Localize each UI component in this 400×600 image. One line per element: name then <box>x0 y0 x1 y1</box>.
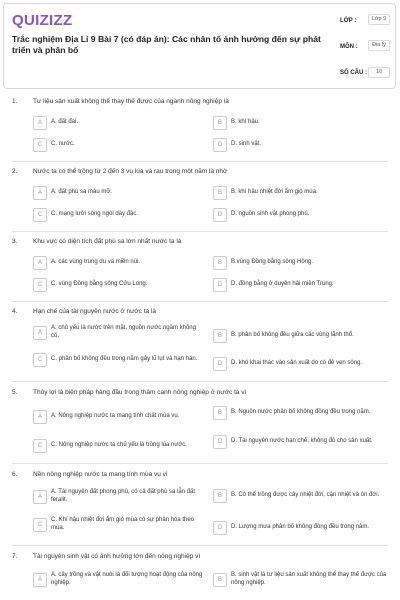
divider <box>12 381 388 382</box>
option-c[interactable] <box>33 138 203 152</box>
question-number: 2. <box>12 168 18 175</box>
option-text: D. nguồn sinh vật phong phú. <box>231 211 310 218</box>
question-number: 4. <box>12 308 18 315</box>
option-text: D. đồng bằng ở duyên hải miền Trung. <box>231 281 334 288</box>
divider <box>12 161 388 162</box>
option-d[interactable] <box>213 521 388 535</box>
option-letter: C <box>33 278 47 292</box>
option-a[interactable] <box>33 325 203 340</box>
option-text: B. Có thể trồng được cây nhiệt đới, cận nhiệt và ôn đới. <box>231 492 380 499</box>
worksheet-header <box>3 3 396 89</box>
option-text: A. các vùng trung du và miền núi. <box>51 259 141 266</box>
option-letter: D <box>213 138 227 152</box>
option-letter: B <box>213 489 227 503</box>
question-number: 6. <box>12 471 18 478</box>
option-c[interactable] <box>33 278 203 292</box>
option-text: C. Khí hậu nhiệt đới ẩm gió mùa có sự phân hóa theo mùa. <box>51 517 195 531</box>
option-d[interactable] <box>213 357 388 371</box>
subject-value: Địa lý <box>368 40 390 51</box>
option-c[interactable] <box>33 439 203 453</box>
option-d[interactable] <box>213 208 388 222</box>
option-d[interactable] <box>213 435 388 449</box>
option-letter: B <box>213 329 227 343</box>
option-a[interactable] <box>33 489 203 504</box>
option-letter: A <box>33 116 47 130</box>
option-b[interactable] <box>213 186 388 200</box>
option-letter: A <box>33 186 47 200</box>
question-text: Tài nguyên sinh vật có ảnh hưởng lớn đến nông nghiệp vì <box>33 553 201 560</box>
option-d[interactable] <box>213 278 388 292</box>
option-text: B. phân bố không đều giữa các vùng lãnh thổ. <box>231 332 354 339</box>
option-b[interactable] <box>213 256 388 270</box>
question-text: Khu vực có diện tích đất phù sa lớn nhất nước ta là <box>33 238 182 245</box>
quizizz-logo: QUIZIZZ <box>12 12 73 29</box>
option-letter: B <box>213 573 227 587</box>
option-c[interactable] <box>33 353 203 367</box>
option-b[interactable] <box>213 116 388 130</box>
question-text: Tư liệu sản xuất không thể thay thế được của ngành nông nghiệp là <box>33 98 229 105</box>
question-count-label: SỐ CÂU : <box>340 70 367 76</box>
option-letter: A <box>33 256 47 270</box>
option-text: B.vùng Đồng bằng sông Hồng. <box>231 259 314 266</box>
option-a[interactable] <box>33 572 203 587</box>
divider <box>12 463 388 464</box>
question-text: Nước ta có thể trồng từ 2 đến 3 vụ lúa và rau trong một năm là nhờ <box>33 168 228 175</box>
option-c[interactable] <box>33 208 203 222</box>
option-letter: D <box>213 521 227 535</box>
option-text: D. sinh vật. <box>231 141 262 148</box>
option-b[interactable] <box>213 572 388 587</box>
option-c[interactable] <box>33 517 203 532</box>
option-letter: D <box>213 435 227 449</box>
option-a[interactable] <box>33 256 203 270</box>
option-a[interactable] <box>33 186 203 200</box>
option-text: D. khó khai thác vào sản xuất do có đê ven sông. <box>231 360 363 367</box>
option-a[interactable] <box>33 116 203 130</box>
option-letter: A <box>33 410 47 424</box>
option-b[interactable] <box>213 489 388 503</box>
option-letter: C <box>33 518 47 532</box>
divider <box>12 231 388 232</box>
question-count-value: 10 <box>368 67 390 78</box>
question-text: Nền nông nghiệp nước ta mang tính mùa vụ vì <box>33 471 168 478</box>
option-text: A. Tài nguyên đất phong phú, có cả đất phù sa lẫn đất feralit. <box>51 489 195 503</box>
option-text: B. sinh vật là tư liệu sản xuất không thể thay thế được của nông nghiệp. <box>231 572 387 586</box>
option-text: A. cây trồng và vật nuôi là đối tượng hoạt động của nông nghiệp. <box>51 572 203 586</box>
option-letter: B <box>213 256 227 270</box>
option-text: B. khí hậu nhiệt đới ẩm gió mùa. <box>231 189 318 196</box>
option-letter: D <box>213 278 227 292</box>
option-text: A. chủ yếu là nước trên mặt, nguồn nước ngầm không có. <box>51 325 196 339</box>
option-text: B. khí hậu. <box>231 119 260 126</box>
subject-label: MÔN : <box>340 44 358 50</box>
question-text: Thủy lợi là biện pháp hàng đầu trong thâm canh nông nghiệp ở nước ta vì <box>33 389 247 396</box>
question-number: 5. <box>12 389 18 396</box>
option-b[interactable] <box>213 329 388 343</box>
worksheet-title: Trắc nghiệm Địa Lí 9 Bài 7 (có đáp án): Các nhân tố ảnh hưởng đến sự phát triển và phân bố <box>12 34 321 55</box>
grade-value: Lớp 9 <box>368 14 390 25</box>
option-d[interactable] <box>213 138 388 152</box>
option-text: D. Tài nguyên nước hạn chế, không đủ cho sản xuất. <box>231 438 373 445</box>
option-letter: A <box>33 326 47 340</box>
option-a[interactable] <box>33 410 203 424</box>
option-text: D. Lượng mưa phân bố không đồng đều trong năm. <box>231 524 370 531</box>
option-text: A. đất đai. <box>51 119 79 126</box>
option-letter: C <box>33 138 47 152</box>
question-number: 1. <box>12 98 18 105</box>
option-letter: C <box>33 353 47 367</box>
divider <box>12 301 388 302</box>
option-text: C. Nông nghiệp nước ta chủ yếu là trồng lúa nước. <box>51 442 187 449</box>
option-b[interactable] <box>213 406 388 420</box>
option-text: A. Nông nghiệp nước ta mang tính chất mùa vụ. <box>51 413 180 420</box>
option-text: C. nước. <box>51 141 75 148</box>
question-text: Hạn chế của tài nguyên nước ở nước ta là <box>33 308 157 315</box>
option-letter: A <box>33 573 47 587</box>
option-letter: C <box>33 439 47 453</box>
option-letter: C <box>33 208 47 222</box>
divider <box>12 545 388 546</box>
question-number: 3. <box>12 238 18 245</box>
option-text: B. Nguồn nước phân bố không đồng đều trong năm. <box>231 409 371 416</box>
option-text: C. phân bố không đều trong năm gây lũ lụt và hạn hán. <box>51 356 198 363</box>
question-number: 7. <box>12 553 18 560</box>
option-letter: B <box>213 116 227 130</box>
option-text: A. đất phù sa màu mỡ. <box>51 189 112 196</box>
option-letter: D <box>213 208 227 222</box>
option-letter: B <box>213 186 227 200</box>
option-letter: A <box>33 490 47 504</box>
option-text: C. mạng lưới sông ngòi dày đặc. <box>51 211 138 218</box>
option-letter: B <box>213 406 227 420</box>
option-text: C. vùng Đồng bằng sông Cửu Long. <box>51 281 148 288</box>
option-letter: D <box>213 357 227 371</box>
grade-label: LỚP : <box>340 18 357 24</box>
